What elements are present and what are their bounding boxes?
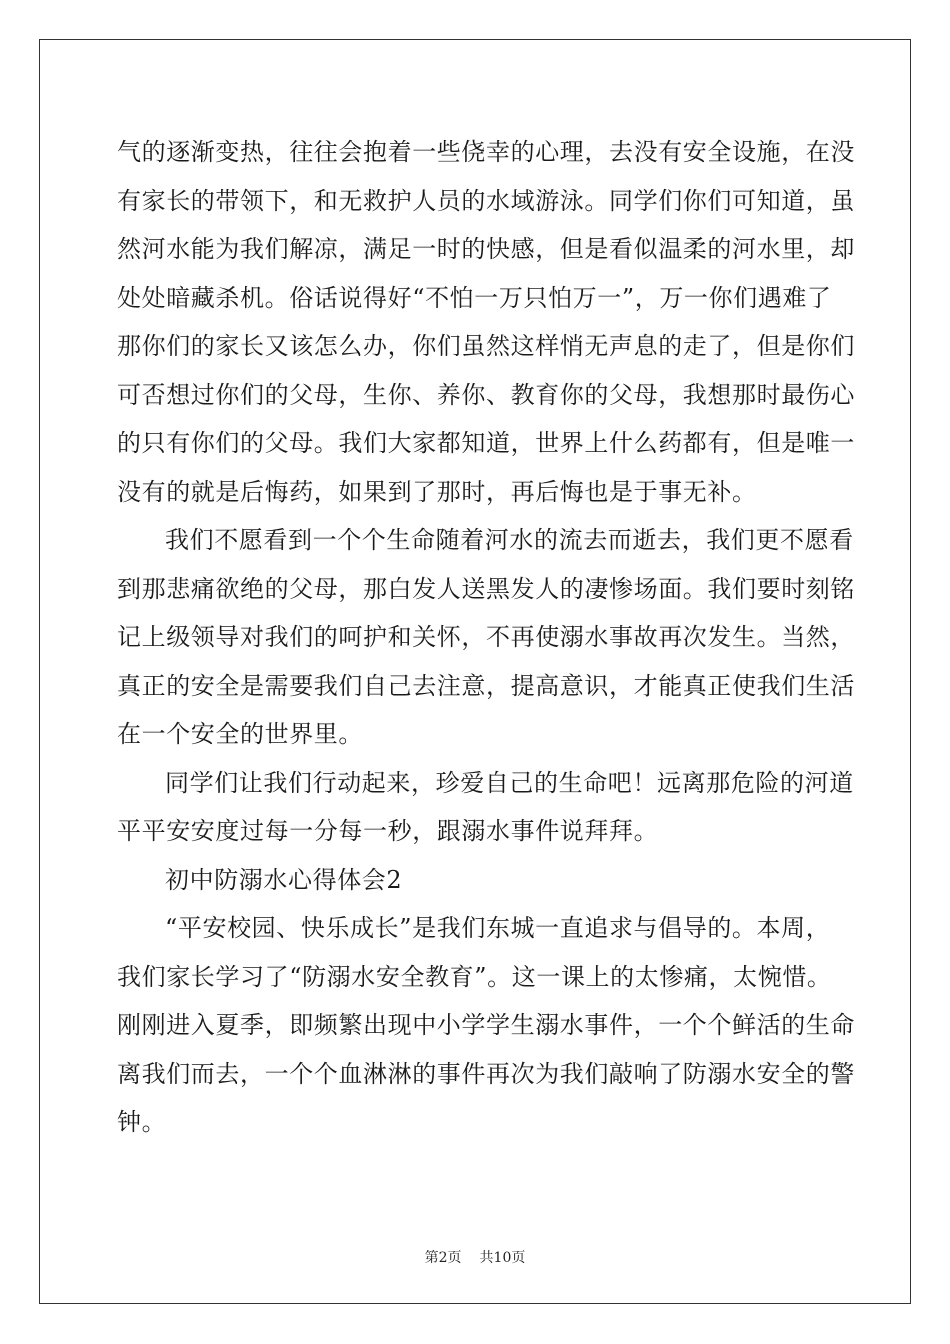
text-line: 平平安安度过每一分每一秒，跟溺水事件说拜拜。: [117, 817, 659, 845]
text-line: 有家长的带领下，和无救护人员的水域游泳。同学们你们可知道，虽: [117, 186, 855, 215]
text-line: 然河水能为我们解凉，满足一时的快感，但是看似温柔的河水里，却: [117, 235, 855, 263]
text-line: “平安校园、快乐成长”是我们东城一直追求与倡导的。本周，: [165, 914, 831, 942]
text-line: 我们不愿看到一个个生命随着河水的流去而逝去，我们更不愿看: [165, 526, 854, 554]
text-line: 到那悲痛欲绝的父母，那白发人送黑发人的凄惨场面。我们要时刻铭: [117, 574, 855, 603]
text-line: 在一个安全的世界里。: [117, 720, 363, 748]
document-body: [117, 128, 855, 1147]
text-line: 我们家长学习了“防溺水安全教育”。这一课上的太惨痛，太惋惜。: [117, 962, 832, 991]
text-line: 钟。: [117, 1108, 167, 1136]
paragraph: [117, 516, 855, 759]
section-heading: 初中防溺水心得体会2: [165, 865, 403, 894]
text-line: 气的逐渐变热，往往会抱着一些侥幸的心理，去没有安全设施，在没: [117, 138, 855, 166]
page-number: 第2页: [424, 1250, 462, 1266]
text-line: 刚刚进入夏季，即频繁出现中小学学生溺水事件，一个个鲜活的生命: [117, 1011, 855, 1039]
page-total: 共10页: [479, 1250, 526, 1266]
text-line: 那你们的家长又该怎么办，你们虽然这样悄无声息的走了，但是你们: [117, 332, 855, 360]
text-line: 真正的安全是需要我们自己去注意，提高意识，才能真正使我们生活: [117, 671, 855, 700]
text-line: 没有的就是后悔药，如果到了那时，再后悔也是于事无补。: [117, 477, 757, 506]
paragraph: [117, 759, 854, 856]
page-footer: [0, 1247, 950, 1267]
text-line: 离我们而去，一个个血淋淋的事件再次为我们敲响了防溺水安全的警: [117, 1059, 855, 1088]
text-line: 同学们让我们行动起来，珍爱自己的生命吧！远离那危险的河道: [165, 768, 854, 797]
paragraph: [117, 128, 855, 516]
text-line: 可否想过你们的父母，生你、养你、教育你的父母，我想那时最伤心: [117, 380, 855, 409]
text-line: 的只有你们的父母。我们大家都知道，世界上什么药都有，但是唯一: [117, 429, 855, 457]
text-line: 处处暗藏杀机。俗话说得好“不怕一万只怕万一”，万一你们遇难了: [117, 283, 832, 312]
text-line: 记上级领导对我们的呵护和关怀，不再使溺水事故再次发生。当然，: [117, 623, 855, 651]
paragraph: [117, 904, 855, 1147]
